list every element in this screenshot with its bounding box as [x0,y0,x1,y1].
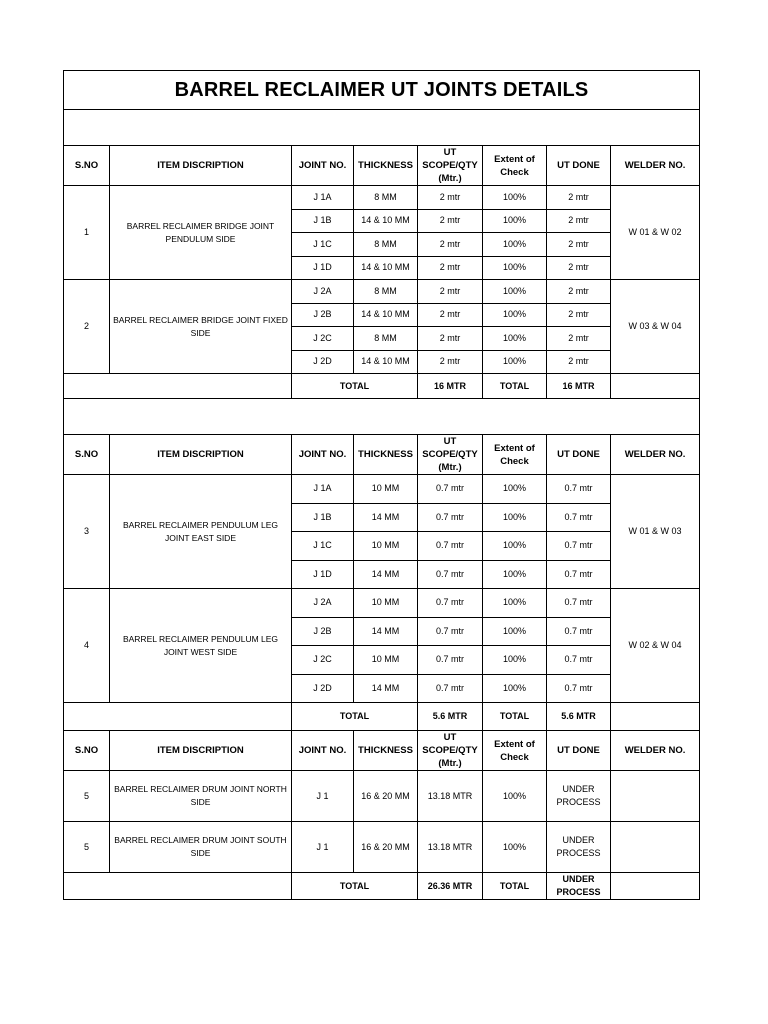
joint-header: JOINT NO. [292,731,354,771]
welder-cell: W 02 & W 04 [611,589,700,703]
total-done-cell: UNDER PROCESS [547,873,611,900]
total-blank-cell [64,374,292,399]
scope-header: UT SCOPE/QTY (Mtr.) [418,731,483,771]
total-done-cell: 16 MTR [547,374,611,399]
total-welder-blank-cell [611,873,700,900]
scope-cell: 2 mtr [418,256,483,280]
thickness-cell: 14 MM [354,503,418,532]
sno-cell: 1 [64,186,110,280]
total-extent-label-cell: TOTAL [483,873,547,900]
scope-cell: 0.7 mtr [418,646,483,675]
thickness-cell: 10 MM [354,589,418,618]
done-cell: 0.7 mtr [547,589,611,618]
done-cell: 2 mtr [547,209,611,233]
scope-cell: 0.7 mtr [418,475,483,504]
thickness-cell: 14 & 10 MM [354,256,418,280]
joint-cell: J 1B [292,503,354,532]
done-cell: UNDER PROCESS [547,822,611,873]
welder-header: WELDER NO. [611,146,700,186]
total-done-cell: 5.6 MTR [547,703,611,731]
done-cell: 0.7 mtr [547,646,611,675]
sno-cell: 4 [64,589,110,703]
thickness-cell: 16 & 20 MM [354,771,418,822]
joint-cell: J 1C [292,233,354,257]
done-cell: 0.7 mtr [547,674,611,703]
item-header: ITEM DISCRIPTION [110,731,292,771]
extent-cell: 100% [483,674,547,703]
item-description-cell: BARREL RECLAIMER BRIDGE JOINT FIXED SIDE [110,280,292,374]
sno-header: S.NO [64,435,110,475]
joint-cell: J 1 [292,822,354,873]
total-row [64,374,700,399]
scope-cell: 0.7 mtr [418,589,483,618]
item-description-cell: BARREL RECLAIMER DRUM JOINT SOUTH SIDE [110,822,292,873]
joint-cell: J 2C [292,327,354,351]
thickness-cell: 10 MM [354,646,418,675]
extent-header: Extent of Check [483,435,547,475]
done-cell: 0.7 mtr [547,560,611,589]
joint-cell: J 2B [292,617,354,646]
welder-header: WELDER NO. [611,435,700,475]
done-cell: 2 mtr [547,256,611,280]
total-scope-cell: 5.6 MTR [418,703,483,731]
ut-joints-sheet [63,70,699,900]
thickness-cell: 14 MM [354,674,418,703]
page-title: BARREL RECLAIMER UT JOINTS DETAILS [64,71,700,110]
thickness-header: THICKNESS [354,435,418,475]
extent-cell: 100% [483,256,547,280]
extent-cell: 100% [483,646,547,675]
scope-cell: 2 mtr [418,209,483,233]
thickness-cell: 10 MM [354,475,418,504]
total-extent-label-cell: TOTAL [483,374,547,399]
sno-header: S.NO [64,146,110,186]
extent-cell: 100% [483,822,547,873]
done-cell: 0.7 mtr [547,475,611,504]
done-header: UT DONE [547,146,611,186]
table-row [64,186,700,210]
welder-cell: W 03 & W 04 [611,280,700,374]
extent-cell: 100% [483,771,547,822]
done-cell: 0.7 mtr [547,617,611,646]
thickness-cell: 14 & 10 MM [354,209,418,233]
total-scope-cell: 16 MTR [418,374,483,399]
header-row [64,435,700,475]
joint-cell: J 2A [292,589,354,618]
total-blank-cell [64,703,292,731]
done-cell: 2 mtr [547,327,611,351]
extent-cell: 100% [483,532,547,561]
sno-cell: 5 [64,822,110,873]
joint-cell: J 2D [292,350,354,374]
joint-cell: J 1A [292,475,354,504]
thickness-cell: 14 & 10 MM [354,350,418,374]
extent-cell: 100% [483,560,547,589]
total-scope-cell: 26.36 MTR [418,873,483,900]
joint-cell: J 1A [292,186,354,210]
ut-joints-table [63,70,700,900]
table-row [64,771,700,822]
done-cell: UNDER PROCESS [547,771,611,822]
thickness-cell: 16 & 20 MM [354,822,418,873]
thickness-cell: 14 MM [354,560,418,589]
item-description-cell: BARREL RECLAIMER DRUM JOINT NORTH SIDE [110,771,292,822]
total-welder-blank-cell [611,703,700,731]
item-header: ITEM DISCRIPTION [110,146,292,186]
thickness-cell: 8 MM [354,186,418,210]
total-welder-blank-cell [611,374,700,399]
extent-cell: 100% [483,280,547,304]
done-cell: 2 mtr [547,186,611,210]
total-label-cell: TOTAL [292,703,418,731]
done-cell: 2 mtr [547,350,611,374]
scope-cell: 13.18 MTR [418,822,483,873]
extent-header: Extent of Check [483,731,547,771]
extent-cell: 100% [483,503,547,532]
extent-cell: 100% [483,186,547,210]
welder-cell: W 01 & W 03 [611,475,700,589]
scope-cell: 0.7 mtr [418,560,483,589]
done-cell: 2 mtr [547,233,611,257]
extent-cell: 100% [483,327,547,351]
scope-header: UT SCOPE/QTY (Mtr.) [418,146,483,186]
done-cell: 0.7 mtr [547,503,611,532]
scope-cell: 2 mtr [418,280,483,304]
joint-cell: J 1D [292,256,354,280]
table-row [64,280,700,304]
total-label-cell: TOTAL [292,873,418,900]
spacer-row [64,110,700,146]
scope-cell: 0.7 mtr [418,503,483,532]
header-row [64,731,700,771]
joint-cell: J 2D [292,674,354,703]
extent-cell: 100% [483,475,547,504]
table-row [64,589,700,618]
extent-cell: 100% [483,233,547,257]
thickness-header: THICKNESS [354,146,418,186]
joint-cell: J 2C [292,646,354,675]
scope-cell: 0.7 mtr [418,532,483,561]
total-blank-cell [64,873,292,900]
thickness-cell: 8 MM [354,280,418,304]
joint-cell: J 2A [292,280,354,304]
joint-cell: J 1B [292,209,354,233]
welder-cell: W 01 & W 02 [611,186,700,280]
total-row [64,873,700,900]
sno-header: S.NO [64,731,110,771]
thickness-cell: 8 MM [354,233,418,257]
thickness-cell: 8 MM [354,327,418,351]
item-description-cell: BARREL RECLAIMER PENDULUM LEG JOINT WEST SIDE [110,589,292,703]
joint-header: JOINT NO. [292,435,354,475]
joint-cell: J 2B [292,303,354,327]
done-header: UT DONE [547,731,611,771]
scope-cell: 2 mtr [418,186,483,210]
item-description-cell: BARREL RECLAIMER PENDULUM LEG JOINT EAST SIDE [110,475,292,589]
scope-cell: 2 mtr [418,303,483,327]
scope-cell: 2 mtr [418,350,483,374]
table-row [64,822,700,873]
extent-cell: 100% [483,617,547,646]
joint-header: JOINT NO. [292,146,354,186]
joint-cell: J 1C [292,532,354,561]
scope-cell: 2 mtr [418,327,483,351]
thickness-header: THICKNESS [354,731,418,771]
welder-cell [611,771,700,822]
item-description-cell: BARREL RECLAIMER BRIDGE JOINT PENDULUM SIDE [110,186,292,280]
header-row [64,146,700,186]
extent-cell: 100% [483,303,547,327]
scope-cell: 2 mtr [418,233,483,257]
welder-cell [611,822,700,873]
done-cell: 2 mtr [547,303,611,327]
done-cell: 2 mtr [547,280,611,304]
table-body [64,71,700,900]
item-header: ITEM DISCRIPTION [110,435,292,475]
joint-cell: J 1 [292,771,354,822]
total-label-cell: TOTAL [292,374,418,399]
done-cell: 0.7 mtr [547,532,611,561]
sno-cell: 2 [64,280,110,374]
thickness-cell: 14 & 10 MM [354,303,418,327]
spacer-row [64,399,700,435]
welder-header: WELDER NO. [611,731,700,771]
done-header: UT DONE [547,435,611,475]
sno-cell: 3 [64,475,110,589]
total-extent-label-cell: TOTAL [483,703,547,731]
joint-cell: J 1D [292,560,354,589]
scope-header: UT SCOPE/QTY (Mtr.) [418,435,483,475]
extent-cell: 100% [483,350,547,374]
extent-cell: 100% [483,209,547,233]
extent-header: Extent of Check [483,146,547,186]
thickness-cell: 14 MM [354,617,418,646]
table-row [64,475,700,504]
sno-cell: 5 [64,771,110,822]
total-row [64,703,700,731]
scope-cell: 0.7 mtr [418,617,483,646]
thickness-cell: 10 MM [354,532,418,561]
extent-cell: 100% [483,589,547,618]
scope-cell: 13.18 MTR [418,771,483,822]
scope-cell: 0.7 mtr [418,674,483,703]
